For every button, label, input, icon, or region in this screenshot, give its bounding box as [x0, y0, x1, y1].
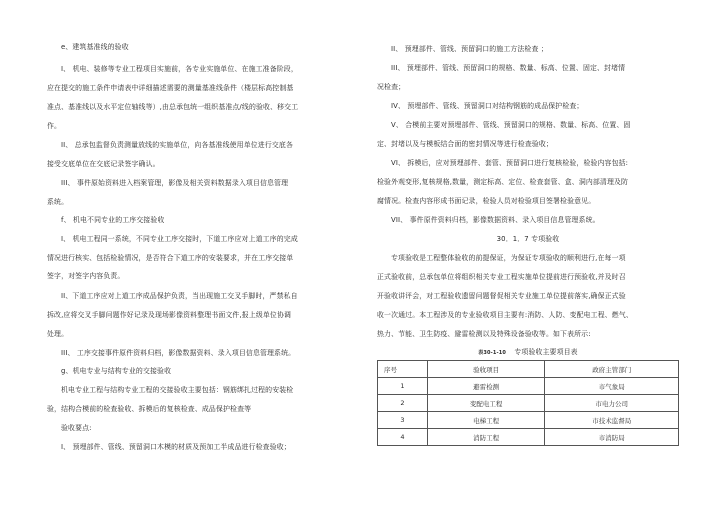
- left-heading-g: g、机电专业与结构专业的交接验收: [61, 367, 172, 375]
- right-text-line: IV、 预埋部件、管线、预留洞口对结构钢筋的成品保护检查；: [391, 102, 584, 110]
- left-text-line: 准点、基准线以及水平定位轴线等）,由总承包统一组织基准点/线的验收、移交工: [47, 103, 299, 111]
- left-text-line: III、 工序交接事件原件资料归档，影像数据资料、录入项目信息管理系统。: [61, 349, 296, 357]
- cell-department: 市电力公司: [545, 395, 679, 412]
- right-text-line: 正式验收前，总承包单位将组织相关专业工程实施单位提前进行预验收,并及时召: [377, 273, 626, 281]
- left-text-line: 接受交底单位在交底记录签字确认。: [47, 160, 160, 168]
- right-text-line: 况检查；: [377, 83, 406, 91]
- header-item: 验收项目: [427, 361, 545, 378]
- left-text-line: I、 机电、装修等专业工程项目实施前，各专业实施单位、在施工准备阶段，: [61, 65, 298, 73]
- header-department: 政府主管部门: [545, 361, 679, 378]
- right-text-line: III、 预埋部件、管线、预留洞口的规格、数量、标高、位置、固定、封堵情: [391, 64, 626, 72]
- table-row: [378, 378, 679, 395]
- acceptance-items-table: [377, 360, 679, 446]
- left-heading-f: f、 机电不同专业的工序交接验收: [61, 216, 165, 224]
- table-row: [378, 429, 679, 446]
- left-text-line: 机电专业工程与结构专业工程的交接验收主要包括：钢筋绑扎过程的安装检: [61, 386, 294, 394]
- right-text-line: 腐情况。检查内容形成书面记录，检验人员对检验项目签署检验意见。: [377, 197, 596, 205]
- left-text-line: II、 总承包监督负责测量放线的实施单位，向各基准线使用单位进行交底各: [61, 141, 294, 149]
- left-text-line: I、 预埋部件、管线、预留洞口木模的材质及预加工半成品进行检查验收；: [61, 443, 291, 451]
- left-text-line: 拆改,应将交叉手脚问题作好记录及现场影像资料整理书面文件,报上级单位协调: [47, 311, 292, 319]
- right-text-line: 开验收讲评会，对工程验收遗留问题督促相关专业施工单位提前落实,确保正式验: [377, 292, 626, 300]
- left-text-line: 验，结构合模前的检查验收、拆模后的复核检查、成品保护检查等: [47, 405, 252, 413]
- cell-item: 消防工程: [427, 429, 545, 446]
- table-caption-number: 表30-1-10: [478, 350, 507, 356]
- table-row: [378, 395, 679, 412]
- left-heading-e: e、建筑基准线的验收: [61, 43, 129, 51]
- cell-item: 避雷检测: [427, 378, 545, 395]
- right-text-line: VI、 拆模后，应对预埋部件、套管、预留洞口进行复核检验，检验内容包括:: [391, 159, 629, 167]
- left-text-line: 签字，对签字内容负责。: [47, 272, 125, 280]
- table-row: [378, 412, 679, 429]
- table-caption: [377, 347, 679, 358]
- right-text-line: 专项验收是工程整体验收的前提保证，为保证专项验收的顺利进行,在每一项: [391, 254, 626, 262]
- left-text-line: II、下道工序应对上道工序成品保护负责，当出现施工交叉手脚时，严禁私自: [61, 292, 298, 300]
- right-text-line: II、 预埋部件、管线、预留洞口的施工方法检查 ；: [391, 45, 548, 53]
- left-text-line: III、 事件原始资料进入档案管理，影像及相关资料数据录入项目信息管理: [61, 179, 289, 187]
- cell-index: 2: [378, 395, 428, 412]
- table-caption-title: 专项验收主要项目表: [514, 348, 578, 356]
- cell-index: 3: [378, 412, 428, 429]
- right-text-line: VII、 事件原件资料归档，影像数据资料、录入项目信息管理系统。: [391, 216, 600, 224]
- cell-item: 变配电工程: [427, 395, 545, 412]
- left-text-line: 处理。: [47, 330, 69, 338]
- left-text-line: 验收要点:: [61, 424, 92, 432]
- right-text-line: 收一次通过。本工程涉及的专业验收项目主要有:消防、人防、变配电工程、燃气、: [377, 311, 633, 319]
- left-text-line: I、 机电工程同一系统，不同专业工序交接时，下道工序应对上道工序的完成: [61, 235, 298, 243]
- table-header-row: [378, 361, 679, 378]
- cell-index: 4: [378, 429, 428, 446]
- left-text-line: 情况进行核实、包括检验情况，是否符合下道工序的安装要求，并在工序交接单: [47, 254, 294, 262]
- cell-department: 市技术监督局: [545, 412, 679, 429]
- right-text-line: V、 合模前主要对预埋部件、管线、预留洞口的规格、数量、标高、位置、固: [391, 121, 631, 129]
- header-index: 序号: [378, 361, 428, 378]
- left-text-line: 应在提交的施工条件申请表中详细描述需要的测量基准线条件（楼层标高控制基: [47, 84, 294, 92]
- right-text-line: 检验外观变形,复核规格,数量，测定标高、定位、检查套管、盒、洞内部清理及防: [377, 178, 629, 186]
- cell-item: 电梯工程: [427, 412, 545, 429]
- left-text-line: 系统。: [47, 198, 69, 206]
- section-heading: 30．1．7 专项验收: [496, 235, 560, 243]
- right-text-line: 热力、节能、卫生防疫、避雷检测以及特殊设备验收等。如下表所示:: [377, 330, 591, 338]
- cell-index: 1: [378, 378, 428, 395]
- cell-department: 市气象局: [545, 378, 679, 395]
- left-text-line: 作。: [47, 122, 62, 130]
- right-text-line: 定、封堵以及与模板结合面的密封情况等进行检查验收；: [377, 140, 554, 148]
- cell-department: 市消防局: [545, 429, 679, 446]
